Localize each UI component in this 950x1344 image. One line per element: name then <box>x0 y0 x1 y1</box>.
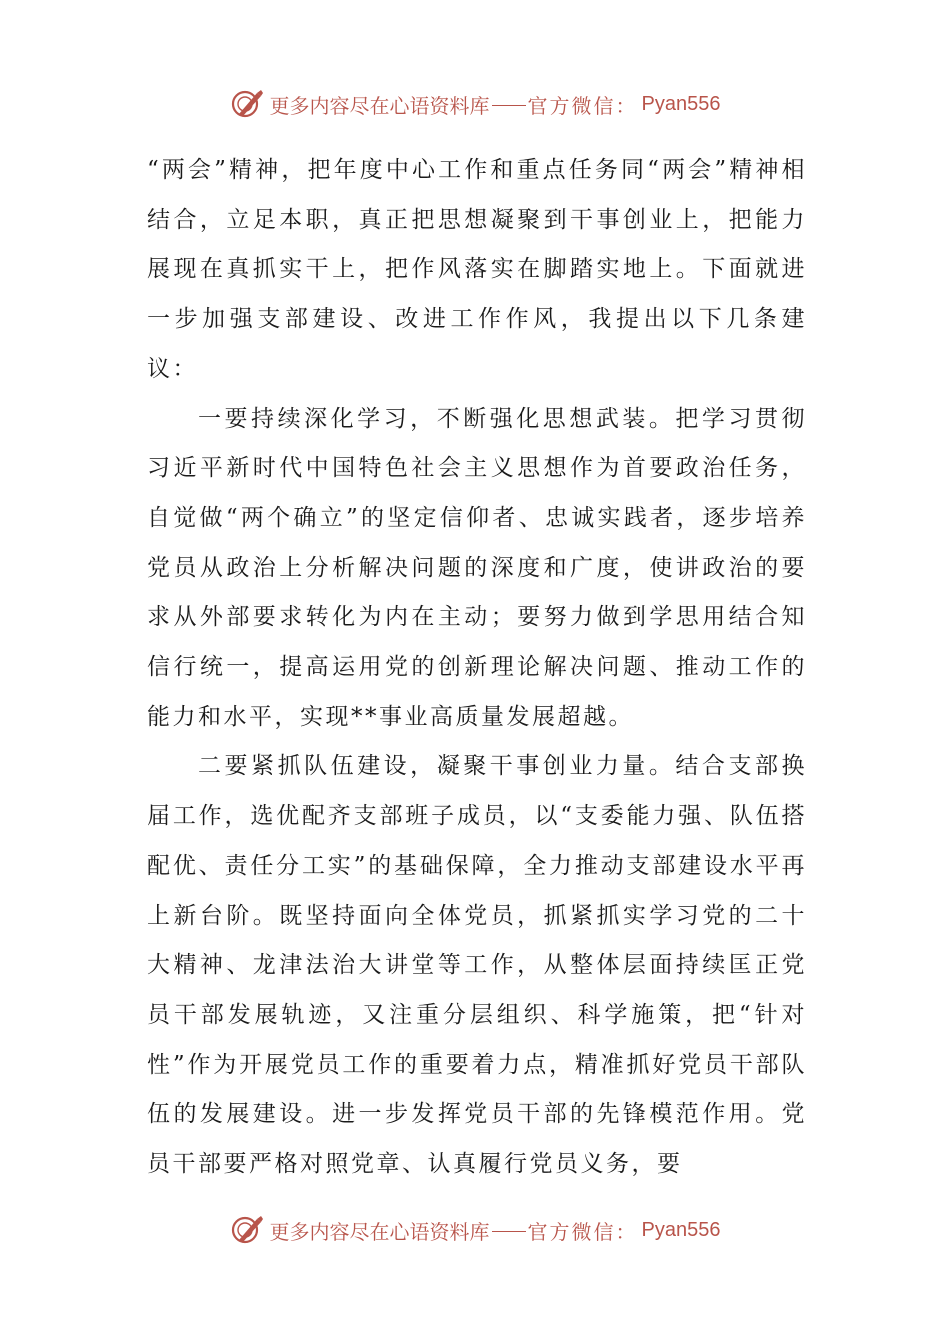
watermark-handle: Pyan556 <box>641 92 721 115</box>
watermark-dash <box>492 1231 526 1232</box>
watermark-footer <box>0 1210 950 1250</box>
paragraph-2: 一要持续深化学习，不断强化思想武装。把学习贯彻习近平新时代中国特色社会主义思想作为首要政治任务，自觉做“两个确立”的坚定信仰者、忠诚实践者，逐步培养党员从政治上分析解决问题的深度和广度，使讲政治的要求从外部要求转化为内在主动；要努力做到学思用结合知信行统一，提高运用党的创新理论解决问题、推动工作的能力和水平，实现**事业高质量发展超越。 <box>147 405 807 730</box>
watermark-text: 更多内容尽在心语资料库 <box>269 93 490 118</box>
watermark-header <box>0 84 950 124</box>
watermark-handle: Pyan556 <box>641 1218 721 1241</box>
document-body <box>147 146 807 1190</box>
paragraph-3: 二要紧抓队伍建设，凝聚干事创业力量。结合支部换届工作，选优配齐支部班子成员，以“支委能力强、队伍搭配优、责任分工实”的基础保障，全力推动支部建设水平再上新台阶。既坚持面向全体党员，抓紧抓实学习党的二十大精神、龙津法治大讲堂等工作，从整体层面持续匡正党员干部发展轨迹，又注重分层组织、科学施策，把“针对性”作为开展党员工作的重要着力点，精准抓好党员干部队伍的发展建设。进一步发挥党员干部的先锋模范作用。党员干部要严格对照党章、认真履行党员义务，要 <box>147 753 807 1178</box>
pen-nib-logo-icon <box>230 87 264 121</box>
pen-nib-logo-icon <box>230 1213 264 1247</box>
watermark-text: 更多内容尽在心语资料库 <box>269 1219 490 1244</box>
watermark-label: 官方微信： <box>527 93 638 118</box>
paragraph-1: “两会”精神，把年度中心工作和重点任务同“两会”精神相结合，立足本职，真正把思想凝聚到干事创业上，把能力展现在真抓实干上，把作风落实在脚踏实地上。下面就进一步加强支部建设、改进工作作风，我提出以下几条建议： <box>147 157 807 382</box>
watermark-dash <box>492 105 526 106</box>
watermark-label: 官方微信： <box>527 1219 638 1244</box>
